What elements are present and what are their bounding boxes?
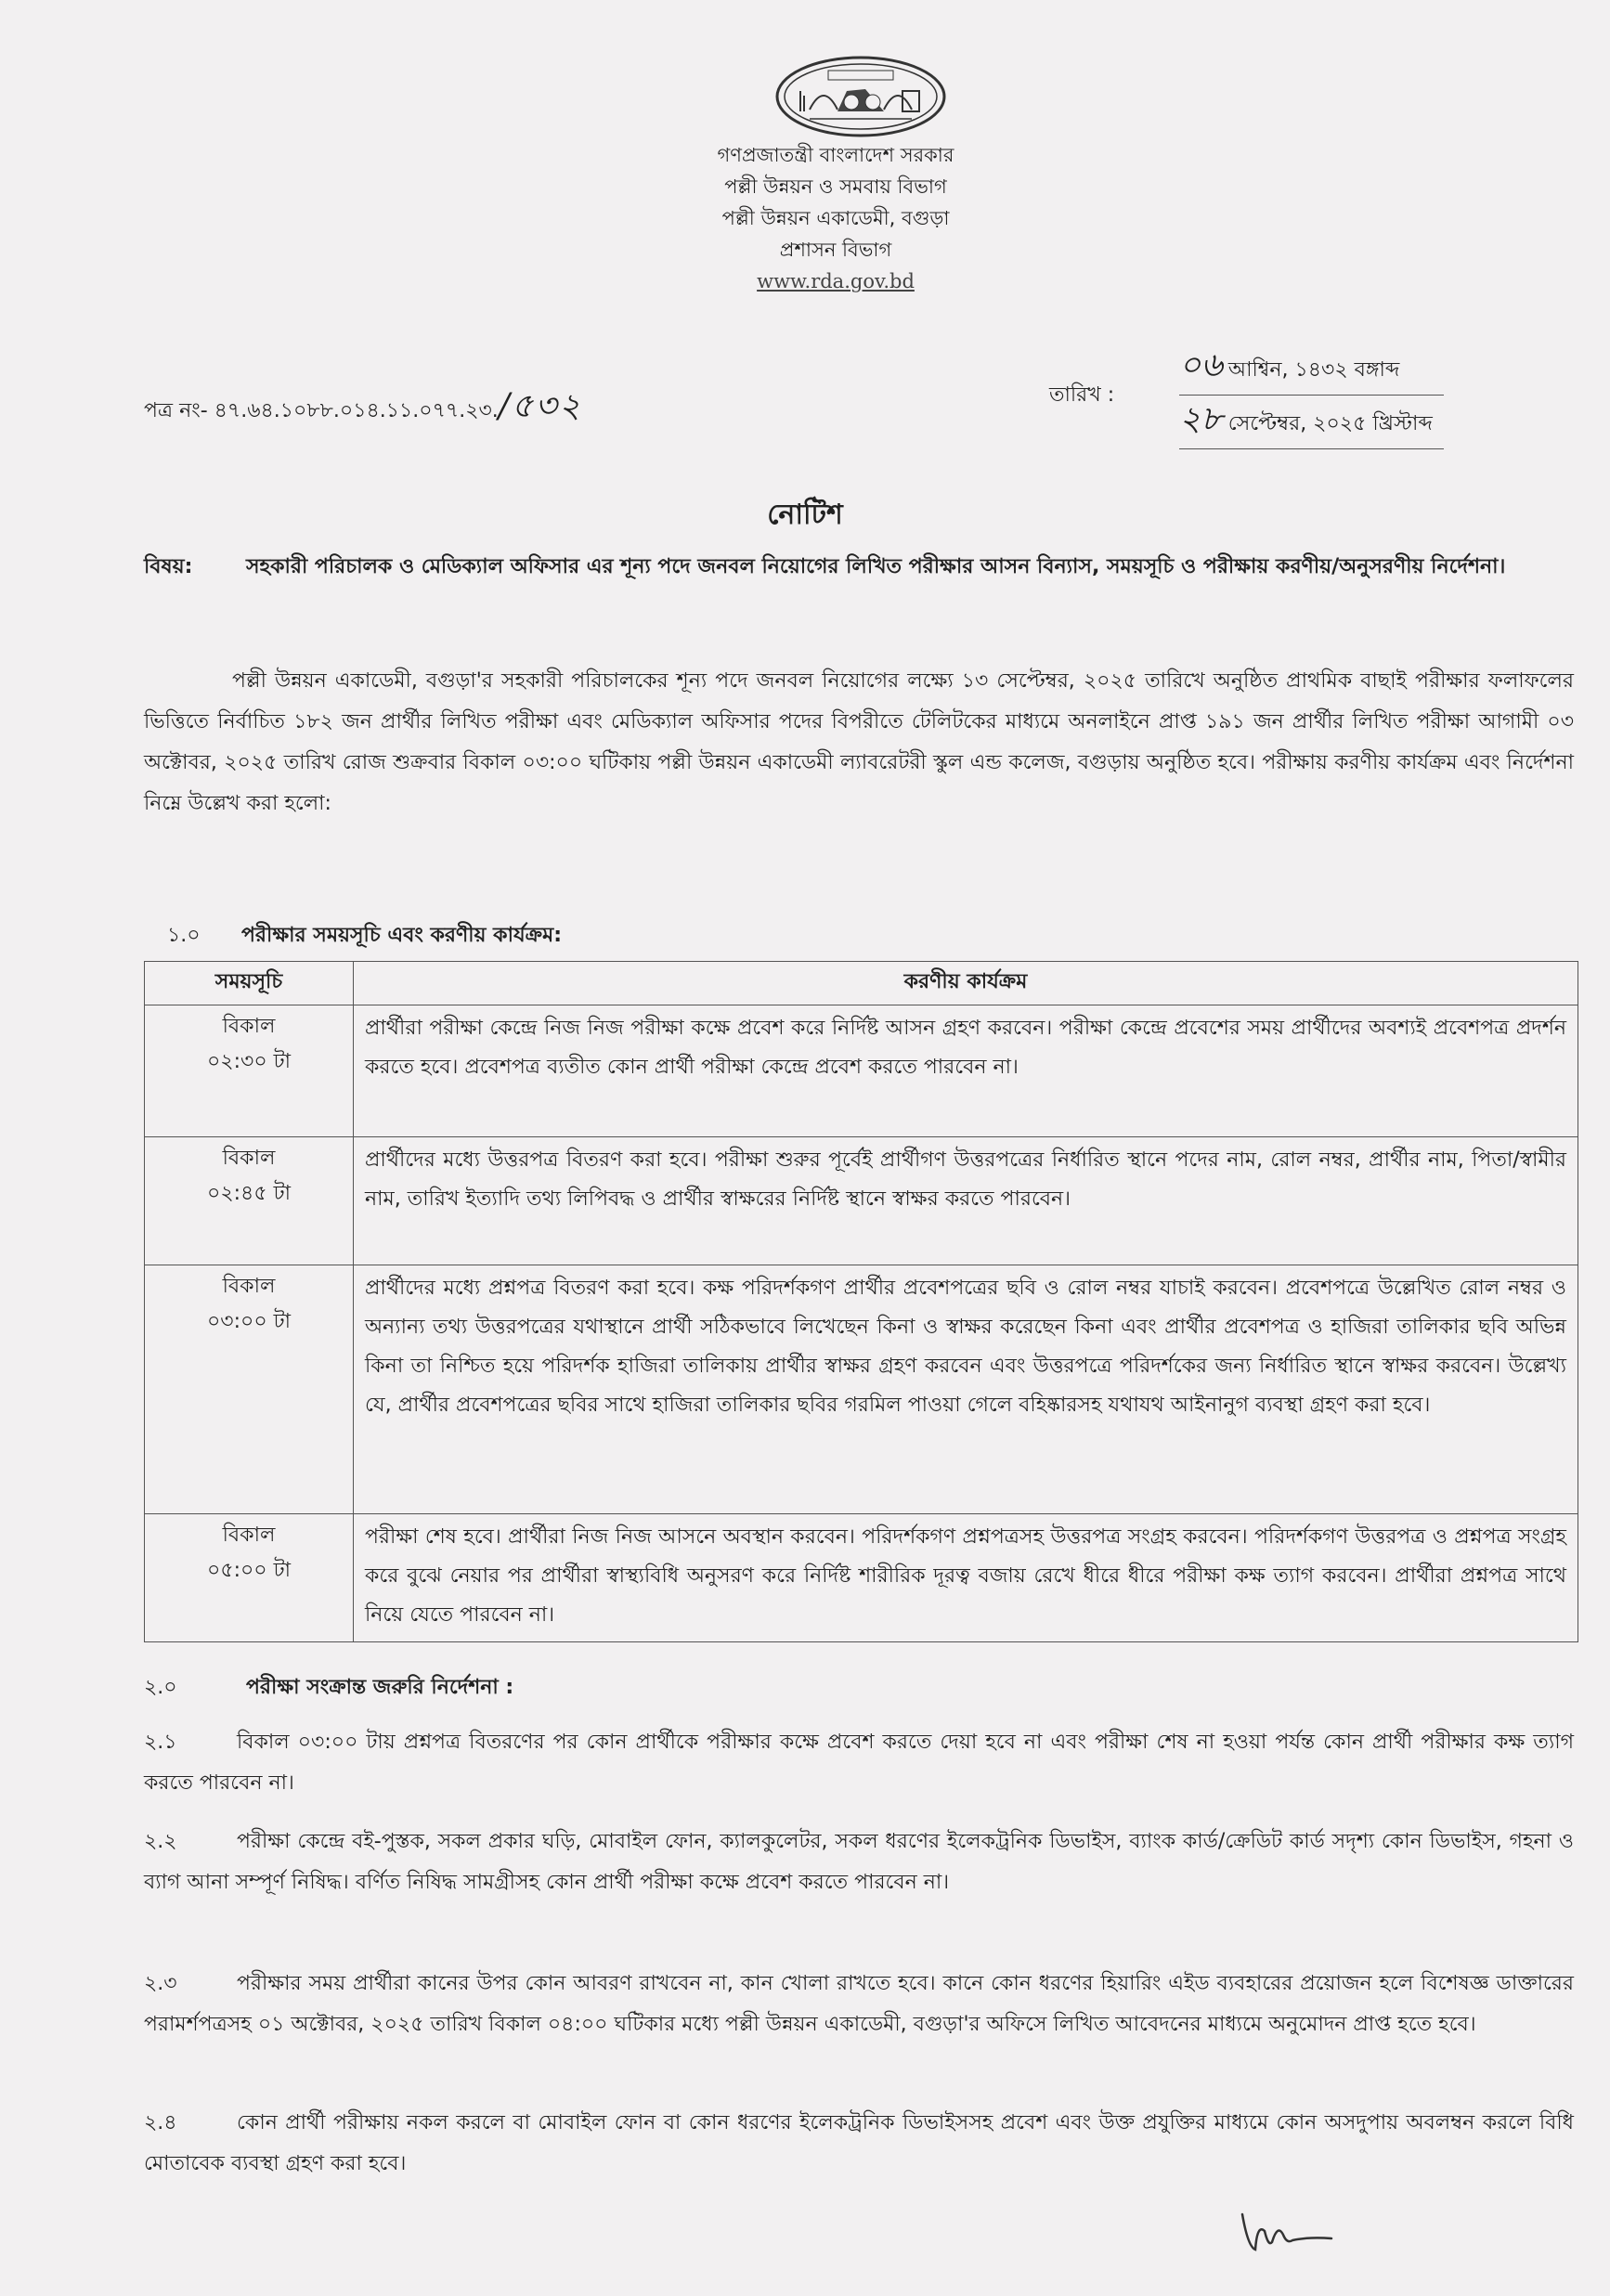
gov-line-4: প্রশাসন বিভাগ xyxy=(779,239,892,261)
instruction-number: ২.৪ xyxy=(144,2111,177,2134)
page-title: নোটিশ xyxy=(767,499,843,531)
time-cell: বিকাল ০২:৪৫ টা xyxy=(145,1137,354,1265)
instruction-number: ২.২ xyxy=(144,1830,177,1853)
time-cell: বিকাল ০৫:০০ টা xyxy=(145,1514,354,1642)
activity-cell: প্রার্থীদের মধ্যে উত্তরপত্র বিতরণ করা হবে। পরীক্ষা শুরুর পূর্বেই প্রার্থীগণ উত্তরপত্রের নির্ধারিত স্থানে পদের নাম, রোল নম্বর, প্রার্থীর নাম, পিতা/স্বামীর নাম, তারিখ ইত্যাদি তথ্য লিপিবদ্ধ ও প্রার্থীর স্বাক্ষরের নির্দিষ্ট স্থানে স্বাক্ষর করতে পারবেন। xyxy=(354,1137,1578,1265)
activity-cell: প্রার্থীদের মধ্যে প্রশ্নপত্র বিতরণ করা হবে। কক্ষ পরিদর্শকগণ প্রার্থীর প্রবেশপত্রের ছবি ও রোল নম্বর যাচাই করবেন। প্রবেশপত্রে উল্লেখিত রোল নম্বর ও অন্যান্য তথ্য উত্তরপত্রের যথাস্থানে প্রার্থী সঠিকভাবে লিখেছেন কিনা ও স্বাক্ষর করেছেন কিনা এবং প্রার্থীর প্রবেশপত্র ও হাজিরা তালিকার ছবি অভিন্ন কিনা তা নিশ্চিত হয়ে পরিদর্শক হাজিরা তালিকায় প্রার্থীর স্বাক্ষর গ্রহণ করবেন এবং উত্তরপত্রে পরিদর্শকের জন্য নির্ধারিত স্থানে স্বাক্ষর করবেন। উল্লেখ্য যে, প্রার্থীর প্রবেশপত্রের ছবির সাথে হাজিরা তালিকার ছবির গরমিল পাওয়া গেলে বহিষ্কারসহ যথাযথ আইনানুগ ব্যবস্থা গ্রহণ করা হবে। xyxy=(354,1265,1578,1514)
section-2-number: ২.০ xyxy=(144,1676,177,1699)
section-2-heading xyxy=(144,1671,513,1706)
col-time-header: সময়সূচি xyxy=(145,962,354,1005)
instruction-item xyxy=(144,1964,1574,2045)
bangla-date: আশ্বিন, ১৪৩২ বঙ্গাব্দ xyxy=(1227,358,1400,382)
instruction-text: পরীক্ষার সময় প্রার্থীরা কানের উপর কোন আবরণ রাখবেন না, কান খোলা রাখতে হবে। কানে কোন ধরণের হিয়ারিং এইড ব্যবহারের প্রয়োজন হলে বিশেষজ্ঞ ডাক্তারের পরামর্শপত্রসহ ০১ অক্টোবর, ২০২৫ তারিখ বিকাল ০৪:০০ ঘটিকার মধ্যে পল্লী উন্নয়ন একাডেমী, বগুড়া'র অফিসে লিখিত আবেদনের মাধ্যমে অনুমোদন প্রাপ্ত হতে হবে। xyxy=(144,1972,1574,2036)
schedule-table xyxy=(144,961,1578,1642)
table-header-row xyxy=(145,962,1578,1005)
section-1-number: ১.০ xyxy=(167,924,201,947)
activity-cell: প্রার্থীরা পরীক্ষা কেন্দ্রে নিজ নিজ পরীক্ষা কক্ষে প্রবেশ করে নির্দিষ্ট আসন গ্রহণ করবেন। পরীক্ষা কেন্দ্রে প্রবেশের সময় প্রার্থীদের অবশ্যই প্রবেশপত্র প্রদর্শন করতে হবে। প্রবেশপত্র ব্যতীত কোন প্রার্থী পরীক্ষা কেন্দ্রে প্রবেশ করতে পারবেন না। xyxy=(354,1005,1578,1137)
table-row xyxy=(145,1514,1578,1642)
activity-cell: পরীক্ষা শেষ হবে। প্রার্থীরা নিজ নিজ আসনে অবস্থান করবেন। পরিদর্শকগণ প্রশ্নপত্রসহ উত্তরপত্র সংগ্রহ করবেন। পরিদর্শকগণ উত্তরপত্র ও প্রশ্নপত্র সংগ্রহ করে বুঝে নেয়ার পর প্রার্থীরা স্বাস্থ্যবিধি অনুসরণ করে নির্দিষ্ট শারীরিক দূরত্ব বজায় রেখে ধীরে ধীরে পরীক্ষা কক্ষ ত্যাগ করবেন। প্রার্থীরা প্রশ্নপত্র সাথে নিয়ে যেতে পারবেন না। xyxy=(354,1514,1578,1642)
reference-number xyxy=(144,381,582,436)
letterhead xyxy=(557,139,1114,297)
col-activity-header: করণীয় কার্যক্রম xyxy=(354,962,1578,1005)
table-row xyxy=(145,1137,1578,1265)
subject xyxy=(144,548,1574,587)
reference-handwritten: /৫৩২ xyxy=(498,387,583,425)
section-2-title: পরীক্ষা সংক্রান্ত জরুরি নির্দেশনা : xyxy=(246,1676,514,1699)
instruction-item xyxy=(144,2103,1574,2185)
english-date: সেপ্টেম্বর, ২০২৫ খ্রিস্টাব্দ xyxy=(1227,412,1433,435)
website-link[interactable]: www.rda.gov.bd xyxy=(757,270,915,292)
reference-prefix: পত্র নং- ৪৭.৬৪.১০৮৮.০১৪.১১.০৭৭.২৩. xyxy=(144,399,499,422)
instruction-number: ২.১ xyxy=(144,1731,177,1754)
instruction-item xyxy=(144,1822,1574,1903)
section-1-heading xyxy=(167,919,562,953)
date-block xyxy=(1179,342,1444,449)
gov-line-2: পল্লী উন্নয়ন ও সমবায় বিভাগ xyxy=(724,175,947,198)
seal-emblem-icon xyxy=(773,54,949,139)
gov-line-1: গণপ্রজাতন্ত্রী বাংলাদেশ সরকার xyxy=(717,144,954,166)
time-cell: বিকাল ০২:৩০ টা xyxy=(145,1005,354,1137)
intro-paragraph: পল্লী উন্নয়ন একাডেমী, বগুড়া'র সহকারী পরিচালকের শূন্য পদে জনবল নিয়োগের লক্ষ্যে ১৩ সেপ্টেম্বর, ২০২৫ তারিখে অনুষ্ঠিত প্রাথমিক বাছাই পরীক্ষার ফলাফলের ভিত্তিতে নির্বাচিত ১৮২ জন প্রার্থীর লিখিত পরীক্ষা এবং মেডিক্যাল অফিসার পদের বিপরীতে টেলিটকের মাধ্যমে অনলাইনে প্রাপ্ত ১৯১ জন প্রার্থীর লিখিত পরীক্ষা আগামী ০৩ অক্টোবর, ২০২৫ তারিখ রোজ শুক্রবার বিকাল ০৩:০০ ঘটিকায় পল্লী উন্নয়ন একাডেমী ল্যাবরেটরী স্কুল এন্ড কলেজ, বগুড়ায় অনুষ্ঠিত হবে। পরীক্ষায় করণীয় কার্যক্রম এবং নির্দেশনা নিম্নে উল্লেখ করা হলো: xyxy=(144,669,1574,815)
instruction-text: কোন প্রার্থী পরীক্ষায় নকল করলে বা মোবাইল ফোন বা কোন ধরণের ইলেকট্রনিক ডিভাইসসহ প্রবেশ এবং উক্ত প্রযুক্তির মাধ্যমে কোন অসদুপায় অবলম্বন করলে বিধি মোতাবেক ব্যবস্থা গ্রহণ করা হবে। xyxy=(144,2111,1574,2175)
table-row xyxy=(145,1265,1578,1514)
bangla-day: ০৬ xyxy=(1179,346,1223,384)
table-row xyxy=(145,1005,1578,1137)
handwritten-signature-icon xyxy=(1235,2196,1337,2261)
section-1-title: পরীক্ষার সময়সূচি এবং করণীয় কার্যক্রম: xyxy=(241,924,563,947)
gov-line-3: পল্লী উন্নয়ন একাডেমী, বগুড়া xyxy=(721,207,950,229)
subject-text: সহকারী পরিচালক ও মেডিক্যাল অফিসার এর শূন্য পদে জনবল নিয়োগের লিখিত পরীক্ষার আসন বিন্যাস, সময়সূচি ও পরীক্ষায় করণীয়/অনুসরণীয় নির্দেশনা। xyxy=(246,555,1506,578)
instruction-text: পরীক্ষা কেন্দ্রে বই-পুস্তক, সকল প্রকার ঘড়ি, মোবাইল ফোন, ক্যালকুলেটর, সকল ধরণের ইলেকট্রনিক ডিভাইস, ব্যাংক কার্ড/ক্রেডিট কার্ড সদৃশ্য কোন ডিভাইস, গহনা ও ব্যাগ আনা সম্পূর্ণ নিষিদ্ধ। বর্ণিত নিষিদ্ধ সামগ্রীসহ কোন প্রার্থী পরীক্ষা কক্ষে প্রবেশ করতে পারবেন না। xyxy=(144,1830,1574,1894)
time-cell: বিকাল ০৩:০০ টা xyxy=(145,1265,354,1514)
subject-label: বিষয়: xyxy=(144,555,193,578)
instruction-item xyxy=(144,1722,1574,1804)
english-day: ২৮ xyxy=(1179,400,1223,438)
date-label: তারিখ : xyxy=(1049,383,1115,407)
instruction-number: ২.৩ xyxy=(144,1972,177,1995)
instruction-text: বিকাল ০৩:০০ টায় প্রশ্নপত্র বিতরণের পর কোন প্রার্থীকে পরীক্ষার কক্ষে প্রবেশ করতে দেয়া হবে না এবং পরীক্ষা শেষ না হওয়া পর্যন্ত কোন প্রার্থী পরীক্ষার কক্ষ ত্যাগ করতে পারবেন না। xyxy=(144,1731,1574,1795)
